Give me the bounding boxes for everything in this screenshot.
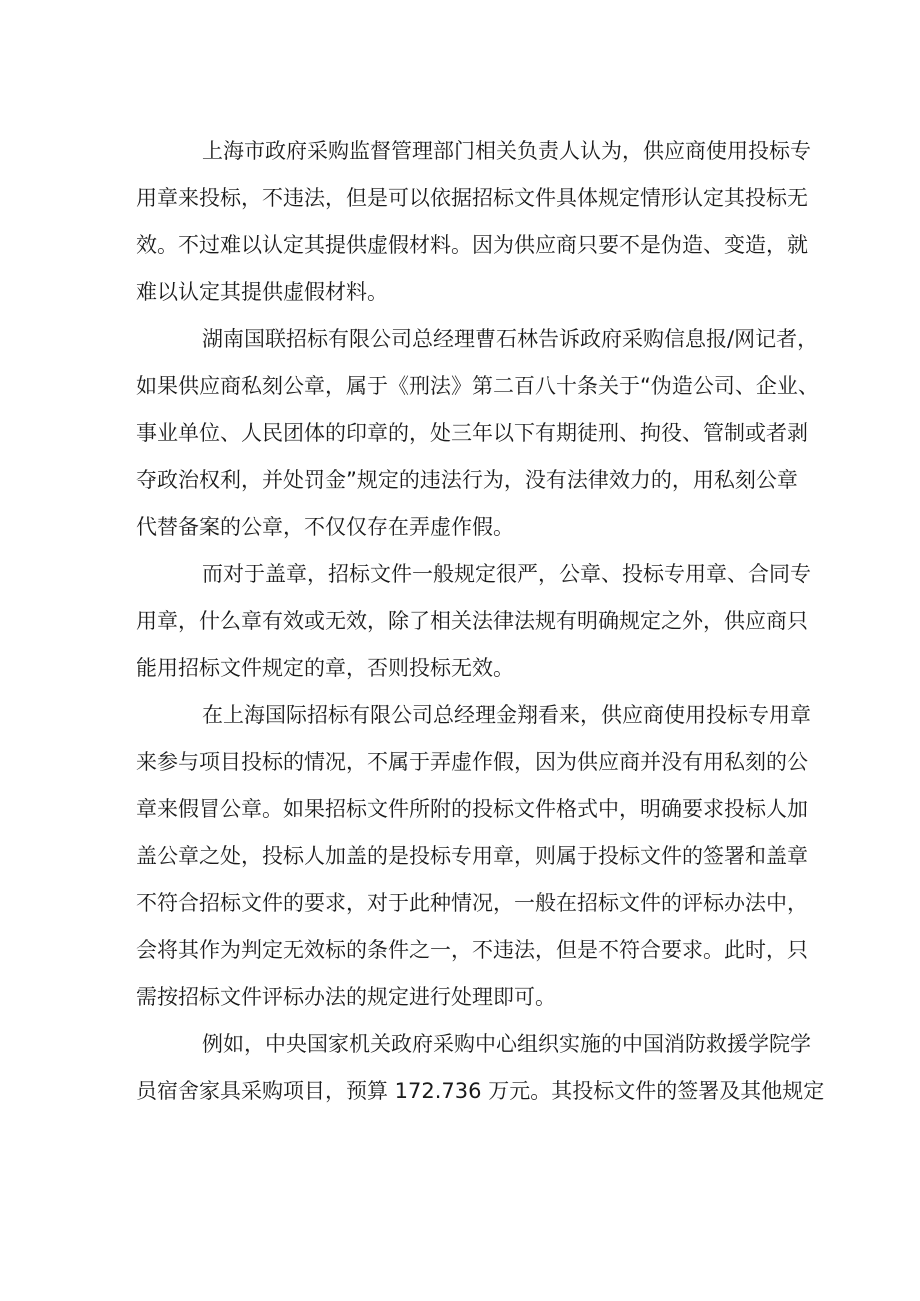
- text-line: 在上海国际招标有限公司总经理金翔看来，供应商使用投标专用章: [202, 703, 811, 727]
- text-line: 用章来投标，不违法，但是可以依据招标文件具体规定情形认定其投标无: [136, 186, 808, 210]
- text-line: 盖公章之处，投标人加盖的是投标专用章，则属于投标文件的签署和盖章: [136, 844, 808, 868]
- text-line: 不符合招标文件的要求，对于此种情况，一般在招标文件的评标办法中，: [136, 891, 808, 915]
- text-line: 事业单位、人民团体的印章的，处三年以下有期徒刑、拘役、管制或者剥: [136, 421, 808, 445]
- text-line: 代替备案的公章，不仅仅存在弄虚作假。: [136, 515, 514, 539]
- text-line: 章来假冒公章。如果招标文件所附的投标文件格式中，明确要求投标人加: [136, 797, 808, 821]
- paragraph: [136, 692, 811, 1021]
- text-line: 夺政治权利，并处罚金”规定的违法行为，没有法律效力的，用私刻公章: [136, 468, 798, 492]
- document-body: [136, 128, 825, 1115]
- text-line: 来参与项目投标的情况，不属于弄虚作假，因为供应商并没有用私刻的公: [136, 750, 808, 774]
- text-line: 效。不过难以认定其提供虚假材料。因为供应商只要不是伪造、变造，就: [136, 233, 808, 257]
- text-line: 例如，中央国家机关政府采购中心组织实施的中国消防救援学院学: [202, 1032, 811, 1056]
- text-line: 需按招标文件评标办法的规定进行处理即可。: [136, 985, 556, 1009]
- text-line: 湖南国联招标有限公司总经理曹石林告诉政府采购信息报/网记者，: [202, 327, 819, 351]
- text-line: 如果供应商私刻公章，属于《刑法》第二百八十条关于“伪造公司、企业、: [136, 374, 819, 398]
- text-line: 用章，什么章有效或无效，除了相关法律法规有明确规定之外，供应商只: [136, 609, 808, 633]
- text-line: 会将其作为判定无效标的条件之一，不违法，但是不符合要求。此时，只: [136, 938, 808, 962]
- text-line: 而对于盖章，招标文件一般规定很严，公章、投标专用章、合同专: [202, 562, 811, 586]
- paragraph: [136, 316, 819, 551]
- text-line: 员宿舍家具采购项目，预算 172.736 万元。其投标文件的签署及其他规定: [136, 1079, 825, 1103]
- paragraph: [136, 551, 811, 692]
- paragraph: [136, 1021, 825, 1115]
- text-line: 上海市政府采购监督管理部门相关负责人认为，供应商使用投标专: [202, 139, 811, 163]
- text-line: 难以认定其提供虚假材料。: [136, 280, 388, 304]
- text-line: 能用招标文件规定的章，否则投标无效。: [136, 656, 514, 680]
- paragraph: [136, 128, 811, 316]
